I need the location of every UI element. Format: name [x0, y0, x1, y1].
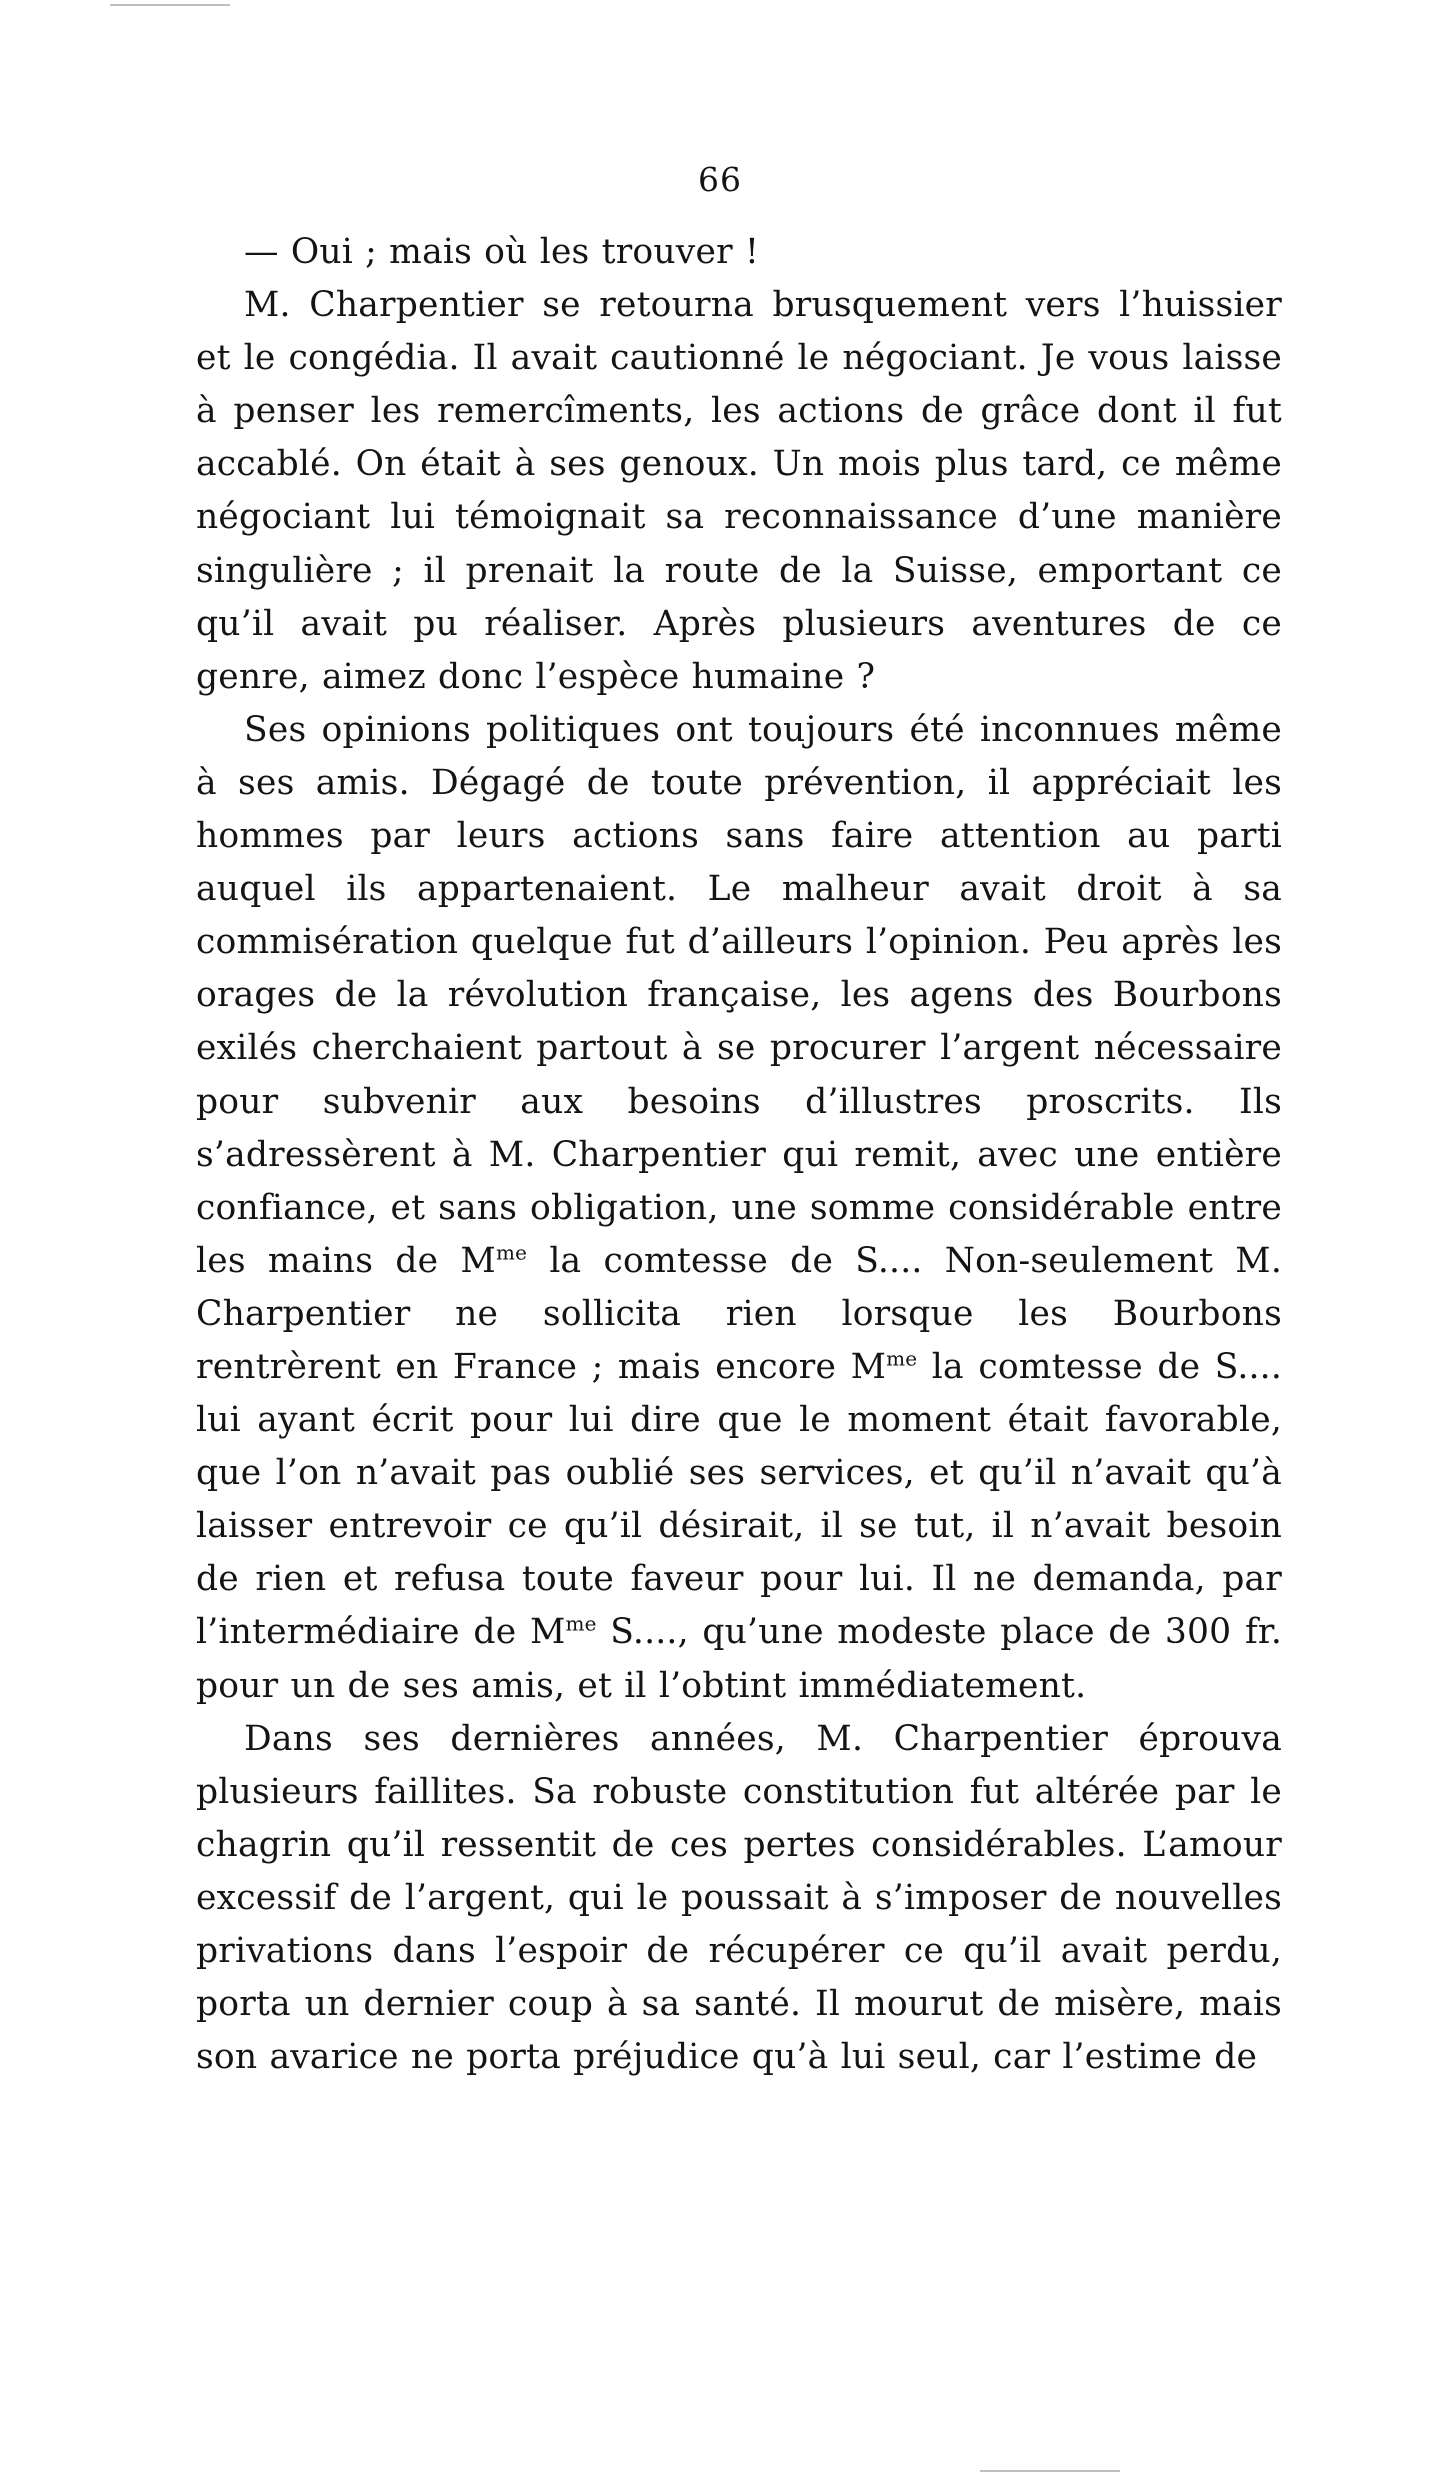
page-number: 66	[698, 160, 742, 199]
paragraph-opinions: Ses opinions politiques ont toujours été inconnues même à ses amis. Dégagé de toute prévention, il appréciait les hommes par leurs actions sans faire attention au parti auquel ils appartenaient. Le malheur avait droit à sa commisération quelque fut d’ailleurs l’opinion. Peu après les orages de la révolution française, les agens des Bourbons exilés cherchaient partout à se procurer l’argent nécessaire pour subvenir aux besoins d’illustres proscrits. Ils s’adressèrent à M. Charpentier qui remit, avec une entière confiance, et sans obligation, une somme considérable entre les mains de $M^{me}$ la comtesse de S.... Non-seulement M. Charpentier ne sollicita rien lorsque les Bourbons rentrèrent en France ; mais encore $M^{me}$ la comtesse de S.... lui ayant écrit pour lui dire que le moment était favorable, que l’on n’avait pas oublié ses services, et qu’il n’avait qu’à laisser entrevoir ce qu’il désirait, il se tut, il n’avait besoin de rien et refusa toute faveur pour lui. Il ne demanda, par l’intermédiaire de $M^{me}$ S...., qu’une modeste place de 300 fr. pour un de ses amis, et il l’obtint immédiatement.	[196, 709, 1283, 1706]
scan-artifact-bottom	[980, 2470, 1120, 2472]
paragraph-dialogue: — Oui ; mais où les trouver !	[244, 232, 760, 272]
paragraph-dernieres-annees: Dans ses dernières années, M. Charpentier éprouva plusieurs faillites. Sa robuste constitution fut altérée par le chagrin qu’il ressentit de ces pertes considérables. L’amour excessif de l’argent, qui le poussait à s’imposer de nouvelles privations dans l’espoir de récupérer ce qu’il avait perdu, porta un dernier coup à sa santé. Il mourut de misère, mais son avarice ne porta préjudice qu’à lui seul, car l’estime de	[196, 1718, 1282, 2078]
paragraph-negociant: M. Charpentier se retourna brusquement vers l’huissier et le congédia. Il avait cautionné le négociant. Je vous laisse à penser les remercîments, les actions de grâce dont il fut accablé. On était à ses genoux. Un mois plus tard, ce même négociant lui témoignait sa reconnaissance d’une manière singulière ; il prenait la route de la Suisse, emportant ce qu’il avait pu réaliser. Après plusieurs aventures de ce genre, aimez donc l’espèce humaine ?	[196, 285, 1282, 697]
scan-artifact-top	[110, 4, 230, 6]
body-text	[196, 226, 1282, 2084]
